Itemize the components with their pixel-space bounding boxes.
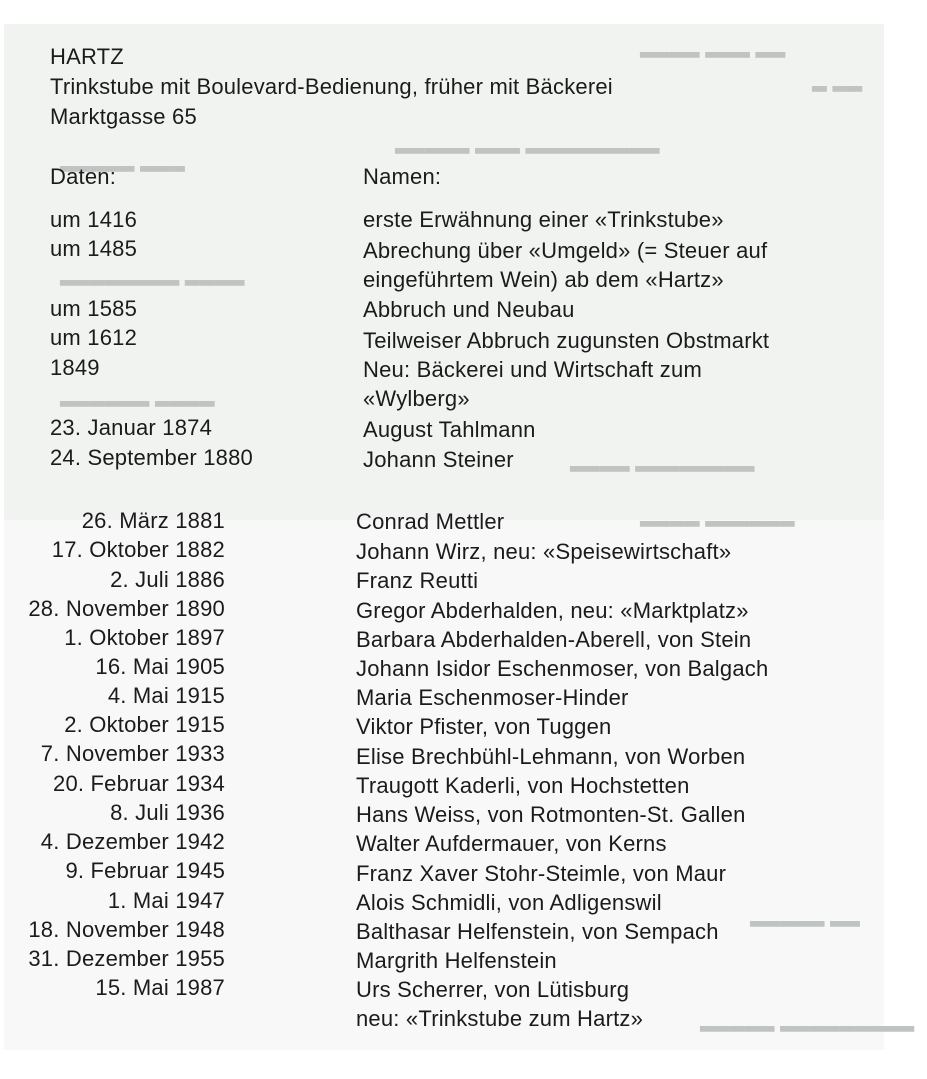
owner-date: 1. Oktober 1897 [64,625,225,650]
owner-name: Maria Eschenmoser-Hinder [356,685,629,710]
owner-date: 4. Dezember 1942 [40,829,225,854]
owner-name: Urs Scherrer, von Lütisburg [356,977,630,1002]
history-date: um 1416 [50,207,138,232]
history-text: Neu: Bäckerei und Wirtschaft zum [363,357,702,382]
owner-name: Conrad Mettler [356,509,505,534]
owner-date: 31. Dezember 1955 [28,946,225,971]
owner-name: Franz Xaver Stohr-Steimle, von Maur [356,861,727,886]
owner-date: 4. Mai 1915 [107,683,225,708]
owner-name: Gregor Abderhalden, neu: «Marktplatz» [356,598,749,623]
owner-date: 20. Februar 1934 [53,771,225,796]
history-text: Teilweiser Abbruch zugunsten Obstmarkt [363,328,770,353]
owner-name: Walter Aufdermauer, von Kerns [356,831,667,856]
owner-name: Johann Wirz, neu: «Speisewirtschaft» [356,539,732,564]
page-title: HARTZ [50,44,124,69]
owner-name: Viktor Pfister, von Tuggen [356,714,612,739]
owner-name: Franz Reutti [356,568,479,593]
owner-name: Traugott Kaderli, von Hochstetten [356,773,690,798]
owner-name: Hans Weiss, von Rotmonten-St. Gallen [356,802,746,827]
owner-date: 28. November 1890 [28,596,225,621]
history-date: um 1612 [50,325,138,350]
owner-date: 9. Februar 1945 [65,858,225,883]
history-date: um 1585 [50,296,138,321]
owner-date: 16. Mai 1905 [95,654,225,679]
owner-date: 15. Mai 1987 [95,975,225,1000]
owner-date: 2. Juli 1886 [110,567,225,592]
owner-date: 1. Mai 1947 [107,888,225,913]
dates-heading: Daten: [50,164,117,189]
owner-name: Margrith Helfenstein [356,948,557,973]
history-text: Johann Steiner [363,447,514,472]
owner-date: 8. Juli 1936 [110,800,225,825]
history-text: «Wylberg» [363,386,470,411]
owner-date: 7. November 1933 [40,741,225,766]
owner-date: 2. Oktober 1915 [64,712,225,737]
history-text: eingeführtem Wein) ab dem «Hartz» [363,267,724,292]
owner-name: Alois Schmidli, von Adligenswil [356,890,662,915]
owner-name: Barbara Abderhalden-Aberell, von Stein [356,627,752,652]
owner-date: 26. März 1881 [81,508,225,533]
final-note: neu: «Trinkstube zum Hartz» [356,1006,644,1031]
history-date: 23. Januar 1874 [50,415,213,440]
history-date: 24. September 1880 [50,445,253,470]
owner-date: 18. November 1948 [28,917,225,942]
history-date: 1849 [50,355,100,380]
owner-name: Elise Brechbühl-Lehmann, von Worben [356,744,746,769]
owner-name: Balthasar Helfenstein, von Sempach [356,919,719,944]
history-date: um 1485 [50,236,138,261]
page-subtitle: Trinkstube mit Boulevard-Bedienung, früher mit Bäckerei [50,74,613,99]
history-text: Abbruch und Neubau [363,297,575,322]
names-heading: Namen: [363,164,442,189]
history-text: Abrechung über «Umgeld» (= Steuer auf [363,238,768,263]
owner-date: 17. Oktober 1882 [51,537,225,562]
history-text: August Tahlmann [363,417,536,442]
history-text: erste Erwähnung einer «Trinkstube» [363,207,724,232]
address: Marktgasse 65 [50,104,197,129]
owner-name: Johann Isidor Eschenmoser, von Balgach [356,656,769,681]
